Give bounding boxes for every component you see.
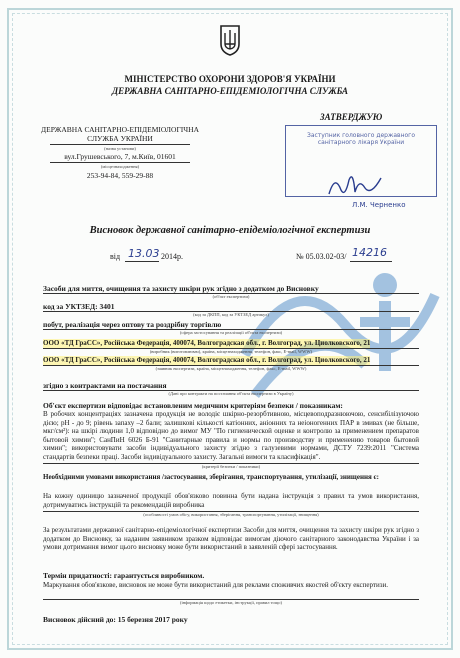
document-title: Висновок державної санітарно-епідеміологічної експертизи: [89, 225, 371, 236]
conditions-text: На кожну одиницю зазначеної продукції обов'язково повинна бути надана інструкція з правил та умов використання, дотримуватись інструкцій та рекомендацій виробника: [43, 492, 419, 509]
coat-of-arms-icon: [219, 24, 241, 56]
code-field: код за УКТЗЕД: 3401: [43, 302, 115, 311]
labeling-text: Маркування обов'язкове, висновок не може бути використаний для реклами споживчих якостей об'єкту експертизи.: [43, 581, 388, 589]
year: 2014р.: [161, 252, 183, 261]
contracts-field: згідно з контрактами на постачання: [43, 381, 167, 390]
applicant-field: ООО «ТД ГраСС», Російська Федерація, 400074, Волгоградская обл., г. Волгоград, ул. Циолковского, 21: [43, 356, 371, 364]
conditions-title: Необхідними умовами використання /застосування, зберігання, транспортування, утилізації, знищення є:: [43, 473, 379, 481]
number-label: № 05.03.02-03/: [296, 252, 347, 261]
validity-text: Термін придатності: гарантується виробником.: [43, 571, 205, 580]
date-label: від: [110, 252, 121, 261]
issuer-address: вул.Грушевського, 7, м.Київ, 01601: [64, 152, 176, 161]
address-underline: [50, 162, 190, 163]
issuer-name-caption: (назва установи): [104, 146, 136, 151]
issuer-underline: [50, 144, 190, 145]
position-line-1: Заступник головного державного: [306, 132, 416, 139]
applicant-caption: (заявник експертизи, країна, місцезнаходження, телефон, факс, E-mail, WWW): [155, 366, 307, 371]
position-line-2: санітарного лікаря України: [317, 139, 405, 146]
signature-icon: [325, 172, 385, 200]
signer-name: Л.М. Черненко: [352, 201, 406, 209]
indicators-text: В робочих концентраціях зазначена продукція не володіє шкірно-резорбтивною, місцевоподразнюючою, сенсибілізуючою дією; рН - до 9; рівень запаху –2 бали; залишкові кількості катіонних, аніонних та неіоногенних ПАР в змивах (не більше, мкг/см²): на шкірі людини 1,0 відповідно до вимог МУ "По гигиенической оценке и контролю за применением препаратов бытовой химии"; СанПиН 6026 Б-91 "Санитарные правила и нормы по производству и применению товаров бытовой химии"; використовувати засоби індивідуального захисту згідно з галузевими нормами, ДСТУ 7239:2011 "Система стандартів безпеки праці. Засоби індивідуального захисту. Загальні вимоги та класифікація".: [43, 410, 419, 461]
number-underline: [350, 261, 392, 262]
number-handwritten: 14216: [352, 246, 387, 259]
indicators-caption: (критерії безпеки / показники): [201, 464, 261, 469]
labeling-caption: (інформація щодо етикетки, інструкції, правил тощо): [179, 600, 283, 605]
service-heading: ДЕРЖАВНА САНІТАРНО-ЕПІДЕМІОЛОГІЧНА СЛУЖБА: [111, 86, 349, 96]
issuer-line-1: ДЕРЖАВНА САНІТАРНО-ЕПІДЕМІОЛОГІЧНА: [41, 125, 199, 134]
indicators-title: Об'єкт експертизи відповідає встановленим медичним критеріям безпеки / показникам:: [43, 401, 343, 410]
purpose-field: побут, реалізація через оптову та роздрібну торгівлю: [43, 320, 222, 329]
manufacturer-field: ООО «ТД ГраСС», Російська Федерація, 400074, Волгоградская обл., г. Волгоград, ул. Циолковского, 21: [43, 339, 371, 347]
manufacturer-caption: (виробник (виготовлювач), країна, місцезнаходження, телефон, факс, E-mail, WWW): [149, 349, 313, 354]
issuer-address-caption: (місцезнаходження): [100, 164, 140, 169]
object-field: Засоби для миття, очищення та захисту шкіри рук згідно з додатком до Висновку: [43, 284, 319, 293]
issuer-phones: 253-94-84, 559-29-88: [86, 171, 154, 180]
object-caption: (об'єкт експертизи): [212, 294, 250, 299]
date-handwritten: 13.03: [128, 247, 160, 260]
ministry-heading: МІНІСТЕРСТВО ОХОРОНИ ЗДОРОВ'Я УКРАЇНИ: [124, 74, 336, 84]
issuer-line-2: СЛУЖБА УКРАЇНИ: [87, 134, 153, 143]
code-caption: (код за ДКПП, код за УКТЗЕД артикул): [193, 312, 269, 317]
valid-until: Висновок дійсний до: 15 березня 2017 року: [43, 615, 188, 624]
purpose-caption: (сфера застосування та реалізації об'єкта експертизи): [179, 330, 283, 335]
conditions-caption: (особливості умов обігу, використання, зберігання, транспортування, утилізації, знищення): [143, 512, 319, 517]
results-text: За результатами державної санітарно-епідеміологічної експертизи Засоби для миття, очищення та захисту шкіри рук згідно з додатком до Висновку, за наданим заявником зразком відповідає вимогам діючого санітарного законодавства України і за умови дотримання вимог цього висновку може бути використаний в заявленій сфері застосування.: [43, 526, 419, 552]
date-underline: [125, 261, 159, 262]
contracts-caption: (Дані про контракти на постачання об'єкта експертизи в Україну): [168, 391, 294, 396]
approve-label: ЗАТВЕРДЖУЮ: [320, 112, 383, 122]
